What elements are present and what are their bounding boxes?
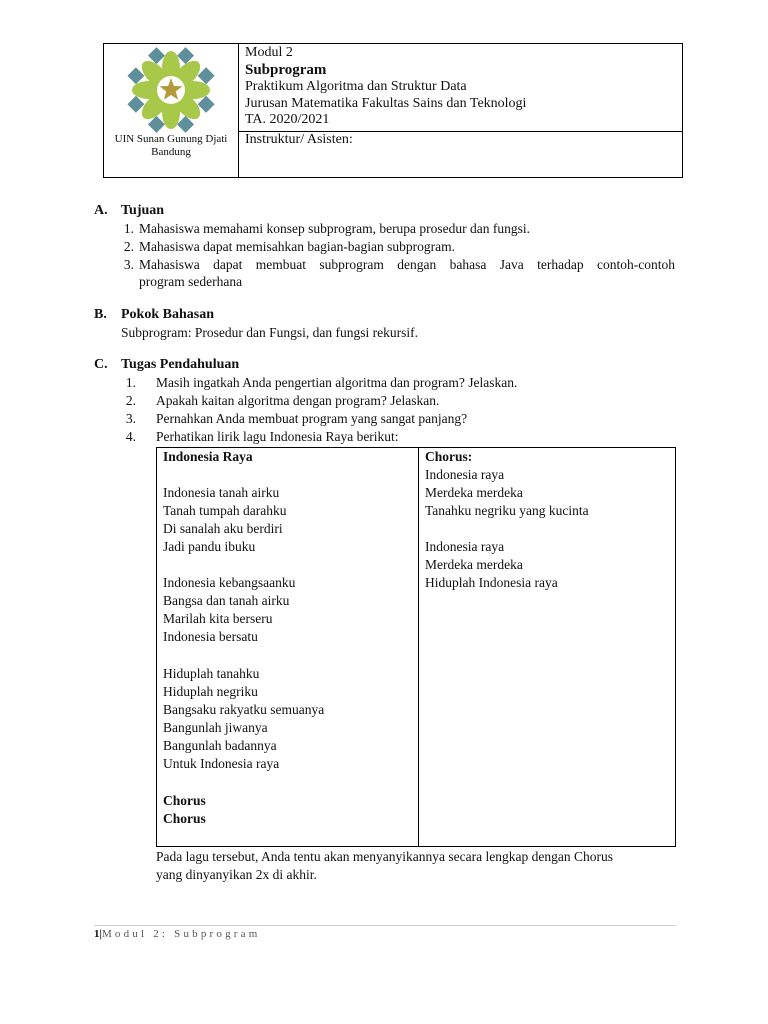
chorus-marker: Chorus (163, 793, 206, 808)
lyrics-table (156, 447, 676, 847)
lyric-line: Indonesia bersatu (163, 629, 258, 644)
list-number: 1. (125, 375, 136, 390)
instructor-label: Instruktur/ Asisten: (245, 132, 353, 147)
course-name: Praktikum Algoritma dan Struktur Data (245, 79, 467, 94)
section-c-title: Tugas Pendahuluan (121, 357, 240, 372)
department-name: Jurusan Matematika Fakultas Sains dan Teknologi (245, 95, 527, 111)
section-c-letter: C. (94, 357, 108, 372)
lyric-line: Bangunlah badannya (163, 738, 277, 753)
lyric-line: Hiduplah negriku (163, 684, 258, 699)
lyric-line: Untuk Indonesia raya (163, 756, 280, 771)
list-item-continuation: program sederhana (139, 274, 243, 289)
module-number: Modul 2 (245, 45, 293, 60)
lyric-line: Bangsa dan tanah airku (163, 593, 290, 608)
module-info-cell (239, 44, 682, 132)
list-number: 4. (125, 429, 136, 444)
list-number: 3. (125, 411, 136, 426)
list-number: 3. (123, 257, 134, 272)
chorus-line: Merdeka merdeka (425, 557, 523, 572)
list-number: 2. (125, 393, 136, 408)
logo-cell (104, 44, 239, 177)
chorus-line: Merdeka merdeka (425, 485, 523, 500)
lyrics-title: Indonesia Raya (163, 449, 253, 464)
chorus-title: Chorus: (425, 449, 473, 464)
module-title: Subprogram (245, 62, 327, 78)
section-b-title: Pokok Bahasan (121, 307, 214, 322)
list-item: Mahasiswa dapat memisahkan bagian-bagian subprogram. (139, 239, 456, 254)
list-item: Pernahkan Anda membuat program yang sangat panjang? (156, 411, 468, 426)
uin-logo-icon (112, 46, 230, 134)
section-a-title: Tujuan (121, 203, 165, 218)
list-item: Mahasiswa memahami konsep subprogram, berupa prosedur dan fungsi. (139, 221, 531, 236)
page-footer (94, 925, 261, 943)
instructor-cell (239, 132, 682, 177)
logo-caption: UIN Sunan Gunung Djati Bandung (114, 133, 228, 158)
closing-paragraph-line: Pada lagu tersebut, Anda tentu akan menyanyikannya secara lengkap dengan Chorus (156, 849, 613, 864)
lyric-line: Indonesia kebangsaanku (163, 575, 296, 590)
lyric-line: Di sanalah aku berdiri (163, 521, 283, 536)
section-b-body: Subprogram: Prosedur dan Fungsi, dan fungsi rekursif. (121, 325, 418, 340)
lyric-line: Bangsaku rakyatku semuanya (163, 702, 325, 717)
lyric-line: Tanah tumpah darahku (163, 503, 287, 518)
page-number: 1 (94, 928, 100, 940)
footer-separator: | (99, 928, 102, 940)
lyric-line: Jadi pandu ibuku (163, 539, 256, 554)
list-item: Mahasiswa dapat membuat subprogram dengan bahasa Java terhadap contoh-contoh (139, 257, 675, 272)
academic-year: TA. 2020/2021 (245, 112, 330, 127)
section-b-letter: B. (94, 307, 107, 322)
lyric-line: Bangunlah jiwanya (163, 720, 268, 735)
chorus-line: Hiduplah Indonesia raya (425, 575, 558, 590)
chorus-line: Tanahku negriku yang kucinta (425, 503, 589, 518)
lyric-line: Hiduplah tanahku (163, 666, 260, 681)
closing-paragraph-line: yang dinyanyikan 2x di akhir. (156, 867, 317, 882)
lyric-line: Marilah kita berseru (163, 611, 273, 626)
header-table (103, 43, 683, 178)
chorus-line: Indonesia raya (425, 467, 505, 482)
column-divider (418, 448, 419, 846)
chorus-line: Indonesia raya (425, 539, 505, 554)
footer-text: Modul 2: Subprogram (101, 928, 261, 940)
list-number: 1. (123, 221, 134, 236)
list-number: 2. (123, 239, 134, 254)
lyric-line: Indonesia tanah airku (163, 485, 280, 500)
list-item: Perhatikan lirik lagu Indonesia Raya berikut: (156, 429, 399, 444)
list-item: Masih ingatkah Anda pengertian algoritma dan program? Jelaskan. (156, 375, 518, 390)
section-a-letter: A. (94, 203, 108, 218)
chorus-marker: Chorus (163, 811, 206, 826)
list-item: Apakah kaitan algoritma dengan program? Jelaskan. (156, 393, 440, 408)
